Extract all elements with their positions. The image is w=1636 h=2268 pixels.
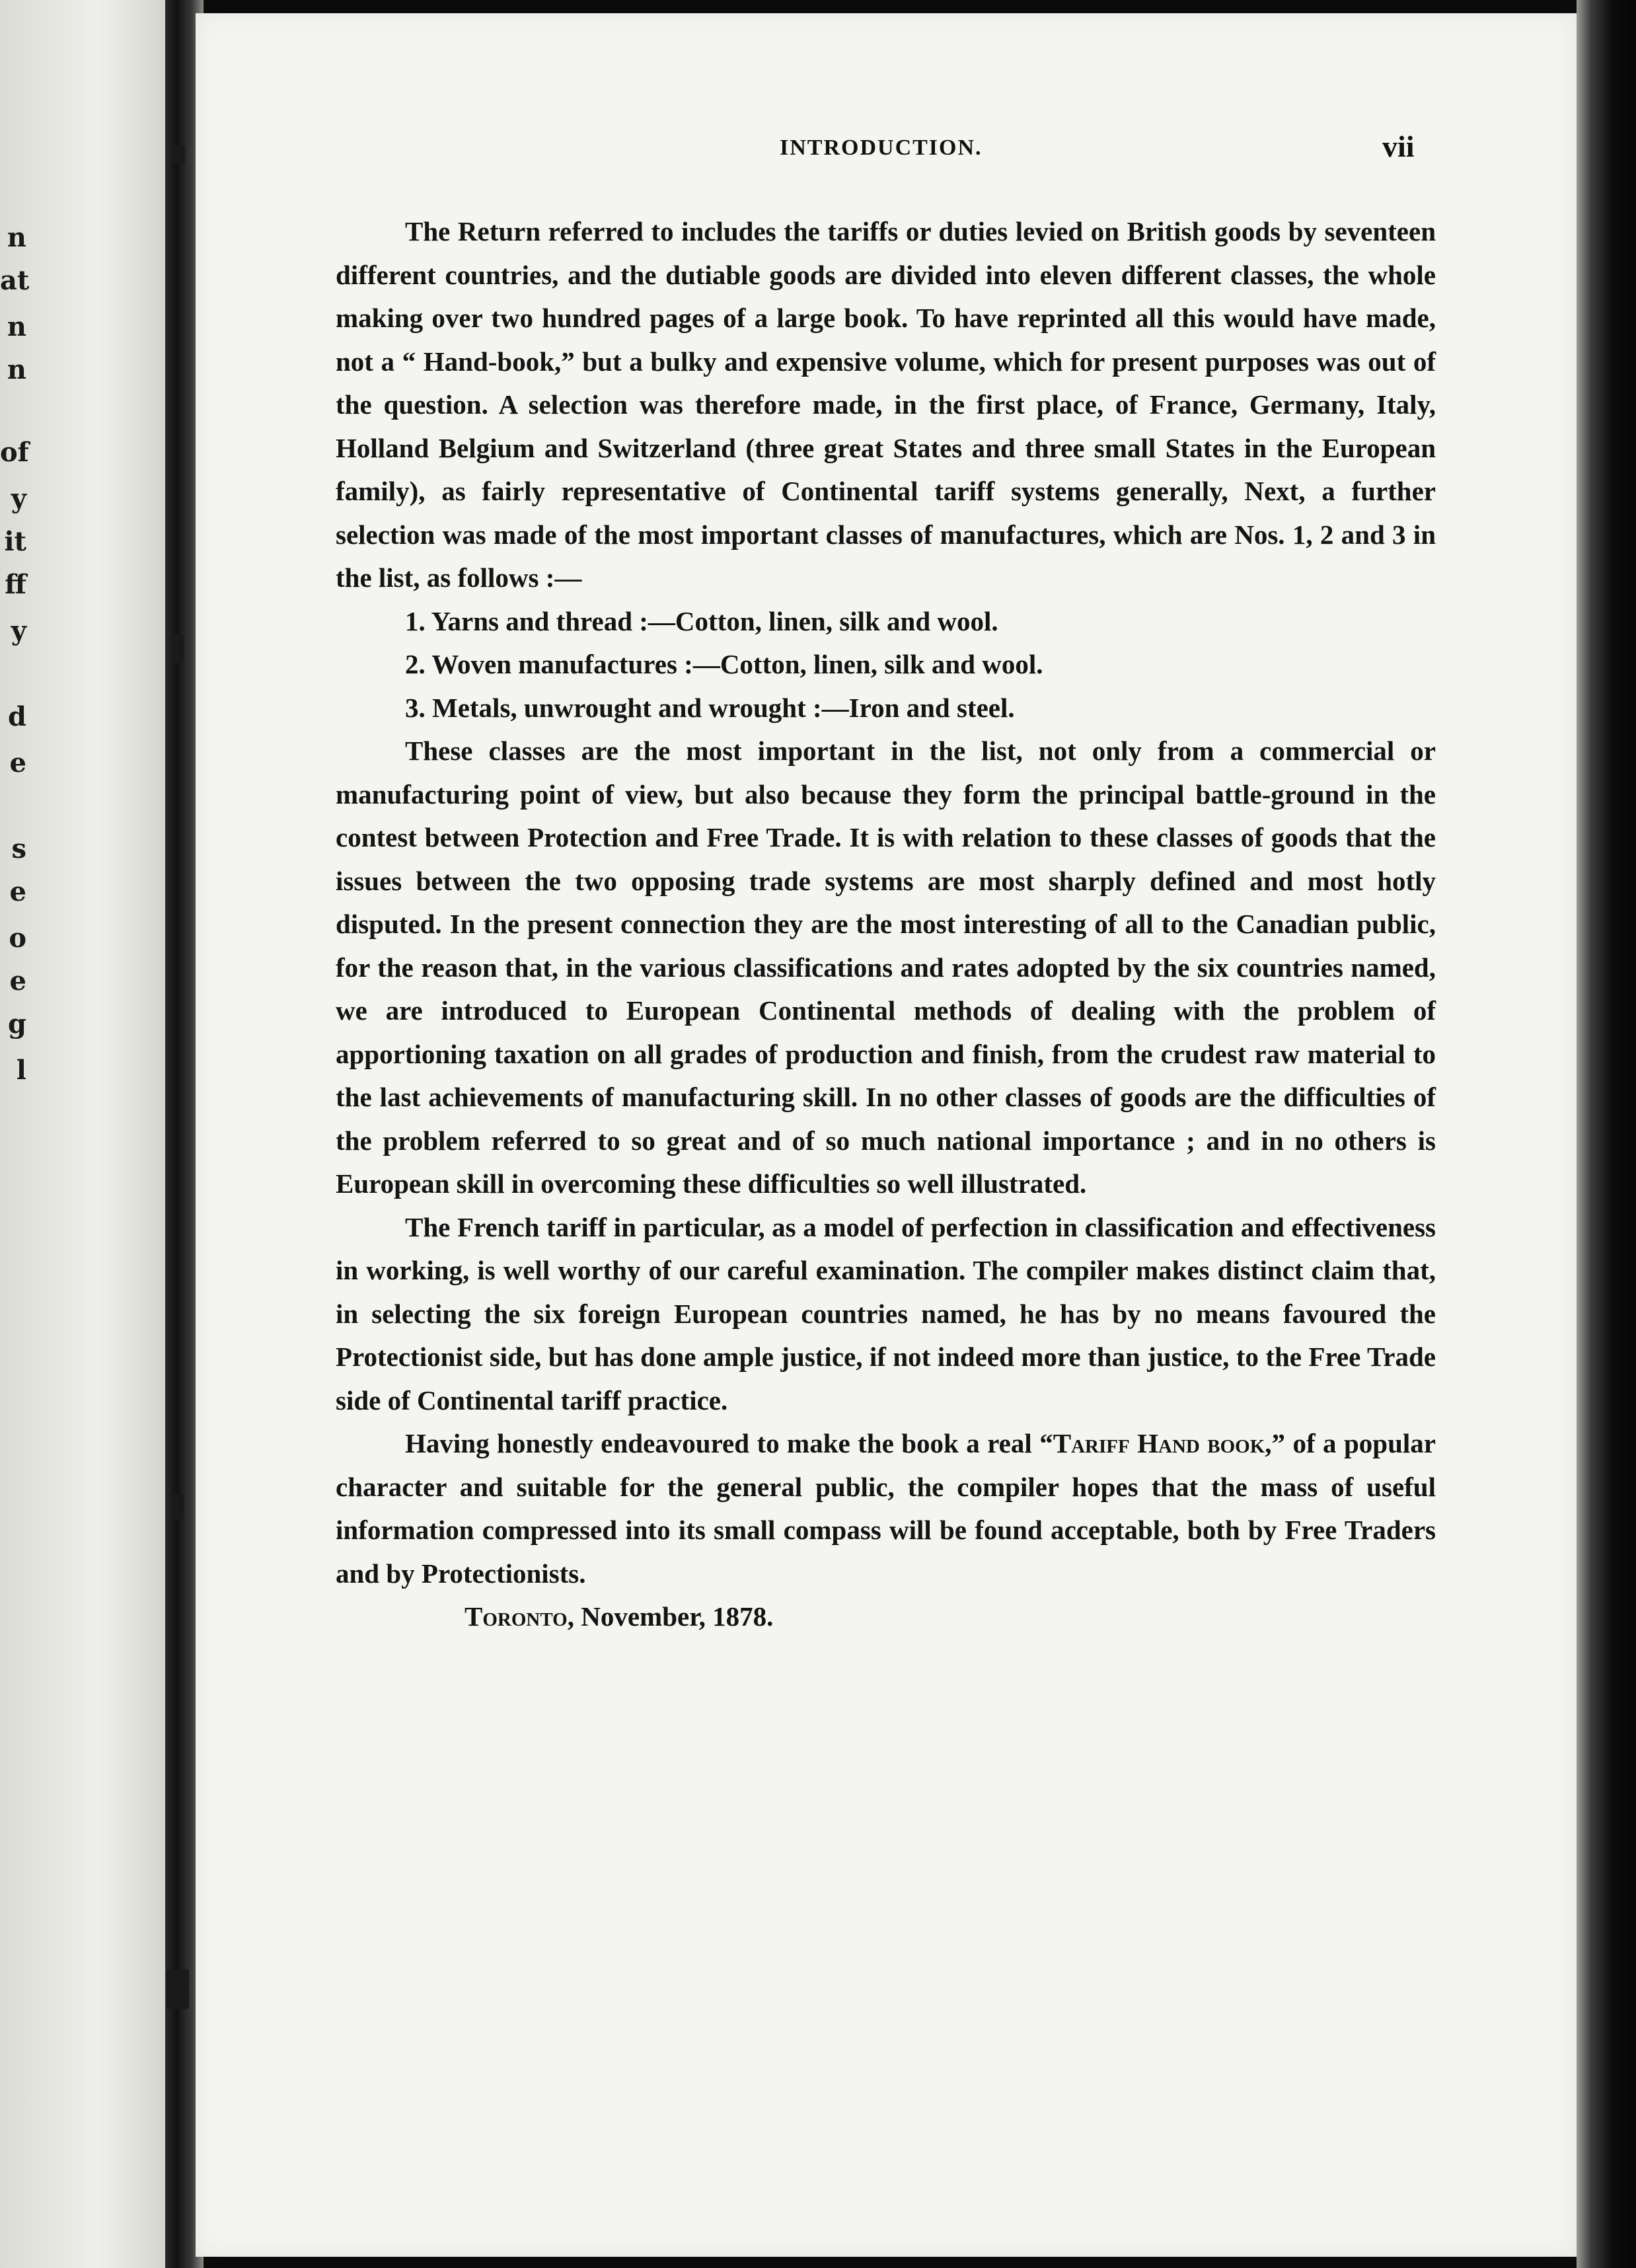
strip-fragment: n — [7, 354, 26, 385]
paragraph: The French tariff in particular, as a model of perfection in classification and effectiveness in working, is well worthy of our careful examination. The compiler makes distinct claim that, in selecting the six foreign European countries named, he has by no means favoured the Protectionist side, but has done ample justice, if not indeed more than justice, to the Free Trade side of Continental tariff practice. — [336, 1211, 1436, 1416]
binding-stitch-mark — [172, 1493, 184, 1520]
list-item: 1. Yarns and thread :—Cotton, linen, silk and wool. — [405, 605, 998, 636]
strip-fragment: n — [7, 311, 26, 342]
list-item: 2. Woven manufactures :—Cotton, linen, silk and wool. — [405, 649, 1043, 679]
paragraph-text: ” of a popular character and suitable for the general public, the compiler hopes that the mass of useful information compressed into its small compass will be found acceptable, both by Free Traders and by Protectionists. — [336, 1428, 1436, 1589]
page-edge-shadow — [1577, 0, 1636, 2268]
page-number: vii — [1382, 130, 1415, 163]
binding-stitch-mark — [167, 1969, 189, 2009]
signature-line — [336, 1595, 1436, 1639]
strip-fragment: g — [8, 1008, 26, 1040]
strip-fragment: ff — [5, 569, 26, 600]
signature-place: Toronto, — [465, 1601, 574, 1632]
strip-fragment: of — [0, 437, 29, 468]
strip-fragment: at — [0, 265, 30, 296]
binding-stitch-mark — [172, 634, 184, 663]
binding-stitch-mark — [173, 145, 185, 164]
strip-fragment: y — [11, 483, 26, 514]
paragraph: The Return referred to includes the tariffs or duties levied on British goods by seventeen different countries, and the dutiable goods are divided into eleven different classes, the whole making over two hundred pages of a large book. To have reprinted all this would have made, not a “ Hand-book,” but a bulky and expensive volume, which for present purposes was out of the question. A selection was therefore made, in the first place, of France, Germany, Italy, Holland Belgium and Switzerland (three great States and three small States in the European family), as fairly representative of Continental tariff systems generally, Next, a further selection was made of the most important classes of manufactures, which are Nos. 1, 2 and 3 in the list, as follows :— — [336, 216, 1436, 593]
list-item: 3. Metals, unwrought and wrought :—Iron and steel. — [405, 692, 1015, 723]
body-text — [336, 210, 1436, 1639]
strip-fragment: d — [8, 701, 26, 732]
strip-fragment: o — [9, 923, 26, 954]
signature-date: November, 1878. — [574, 1601, 774, 1632]
strip-fragment: e — [9, 747, 26, 778]
strip-fragment: l — [16, 1055, 26, 1086]
strip-fragment: it — [4, 526, 26, 557]
strip-fragment: n — [7, 222, 26, 253]
strip-fragment: e — [9, 876, 26, 907]
strip-fragment: s — [11, 833, 26, 864]
paragraph: These classes are the most important in the list, not only from a commercial or manufacturing point of view, but also because they form the principal battle-ground in the contest between Protection and Free Trade. It is with relation to these classes of goods that the issues between the two opposing trade systems are most sharply defined and most hotly disputed. In the present connection they are the most interesting of all to the Canadian public, for the reason that, in the various classifications and rates adopted by the six countries named, we are introduced to European Continental methods of dealing with the problem of apportioning taxation on all grades of production and finish, from the crudest raw material to the last achievements of manufacturing skill. In no other classes of goods are the difficulties of the problem referred to so great and of so much national importance ; and in no others is European skill in overcoming these difficulties so well illustrated. — [336, 736, 1436, 1199]
adjacent-page-strip — [0, 0, 165, 2268]
running-header: INTRODUCTION. — [780, 135, 983, 160]
book-title: Tariff Hand book, — [1053, 1428, 1272, 1458]
strip-fragment: e — [9, 965, 26, 997]
paragraph-text: Having honestly endeavoured to make the book a real “ — [405, 1428, 1053, 1458]
class-list — [336, 600, 1436, 730]
paragraph — [336, 1422, 1436, 1595]
strip-fragment: y — [11, 615, 26, 646]
